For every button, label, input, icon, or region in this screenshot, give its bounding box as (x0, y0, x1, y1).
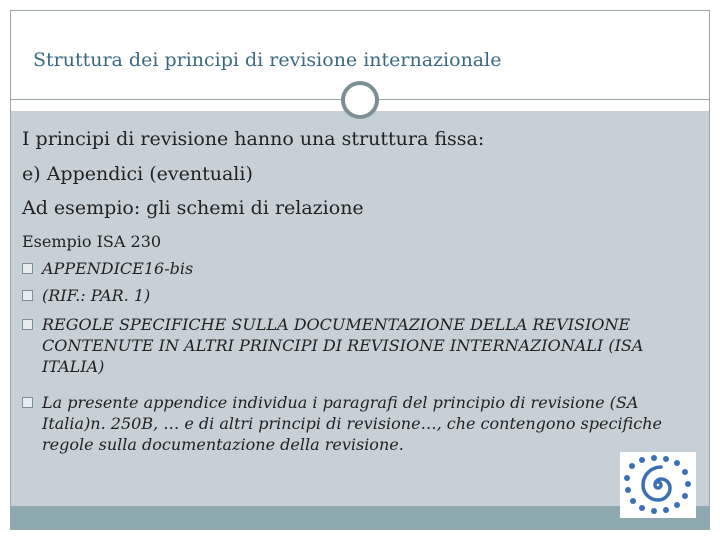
list-item (22, 285, 682, 306)
list-item (22, 314, 682, 377)
body-line-2: e) Appendici (eventuali) (22, 163, 253, 185)
square-bullet-icon (22, 319, 33, 330)
list-item-text: REGOLE SPECIFICHE SULLA DOCUMENTAZIONE DELLA REVISIONE CONTENUTE IN ALTRI PRINCIPI DI REVISIONE INTERNAZIONALI (ISA ITALIA) (42, 315, 644, 376)
spiral-sun-logo-icon (620, 452, 696, 518)
body-line-3: Ad esempio: gli schemi di relazione (22, 197, 364, 219)
slide-title: Struttura dei principi di revisione internazionale (33, 49, 502, 71)
square-bullet-icon (22, 263, 33, 274)
body-line-1: I principi di revisione hanno una struttura fissa: (22, 128, 485, 150)
ring-icon (341, 81, 379, 119)
example-label: Esempio ISA 230 (22, 232, 162, 251)
list-item (22, 392, 682, 455)
square-bullet-icon (22, 290, 33, 301)
list-item-text: APPENDICE16-bis (42, 259, 194, 278)
footer-band (11, 506, 709, 529)
list-item-text: (RIF.: PAR. 1) (42, 286, 151, 305)
list-item-text: La presente appendice individua i paragrafi del principio di revisione (SA Italia)n. 250B, … e di altri principi di revisione…, che contengono specifiche regole sulla documentazione della revisione. (42, 393, 662, 454)
list-item (22, 258, 682, 279)
square-bullet-icon (22, 397, 33, 408)
